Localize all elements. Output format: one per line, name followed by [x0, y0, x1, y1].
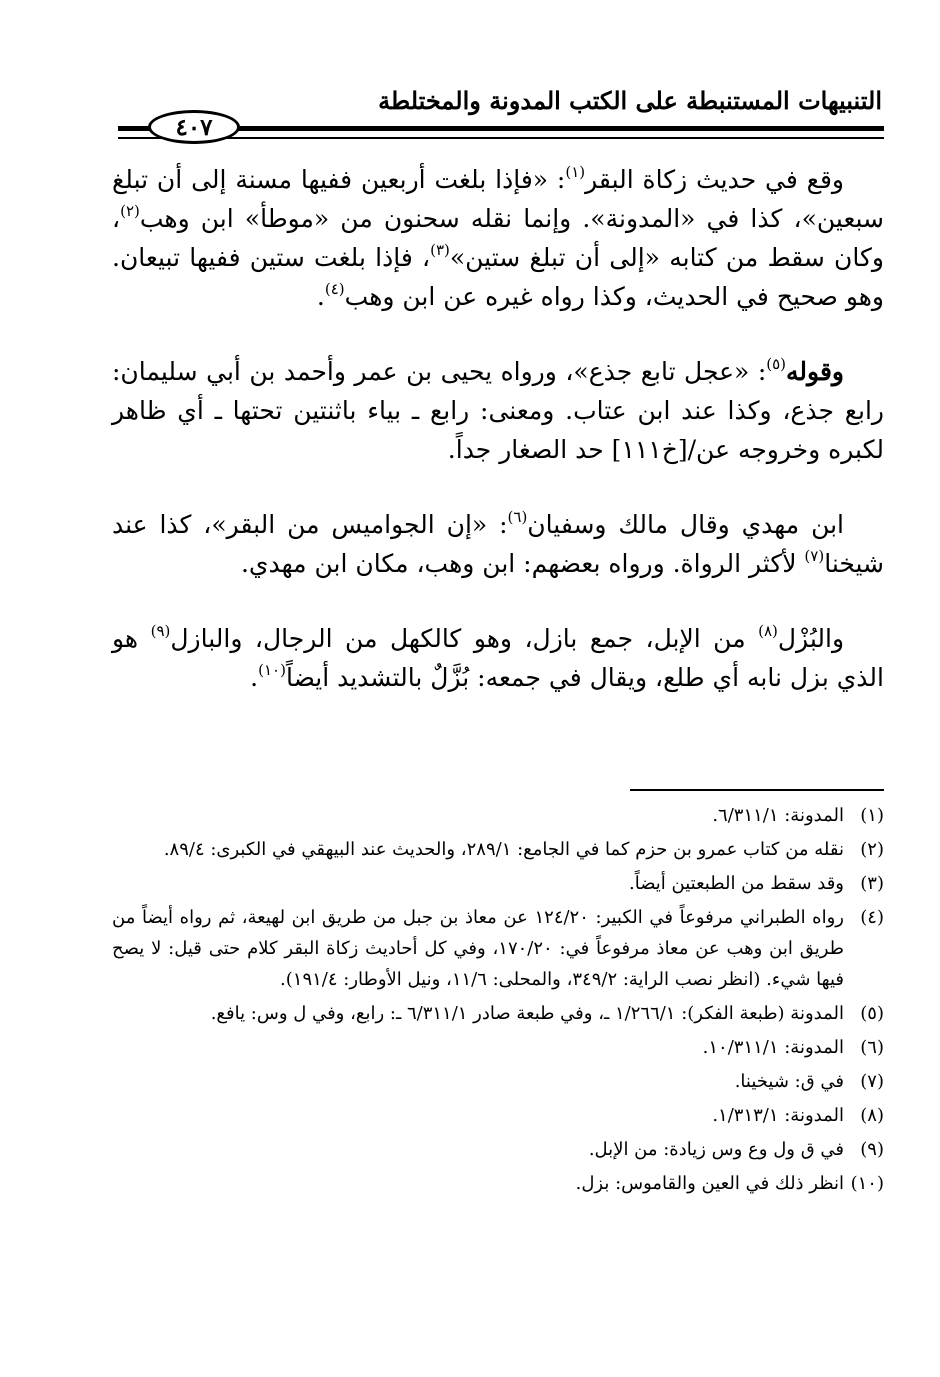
footnote-text: في ق ول وع وس زيادة: من الإبل.	[588, 1139, 844, 1160]
footnote-text: انظر ذلك في العين والقاموس: بزل.	[575, 1173, 844, 1194]
footnotes	[112, 800, 884, 1202]
footnote	[112, 834, 884, 865]
footnote-number: (٧)	[860, 1071, 884, 1092]
footnote	[112, 1168, 884, 1199]
header-title: التنبيهات المستنبطة على الكتب المدونة والمختلطة	[378, 86, 882, 115]
footnote-text: المدونة: ٦/٣١١/١.	[712, 805, 844, 826]
footnote-number: (٩)	[860, 1139, 884, 1160]
text-segment: لأكثر الرواة. ورواه بعضهم: ابن وهب، مكان ابن مهدي.	[240, 549, 805, 578]
text-segment: .	[250, 663, 259, 692]
footnote-number: (٦)	[860, 1037, 884, 1058]
text-segment: : «إن الجواميس من البقر»، كذا عند شيخنا	[112, 510, 884, 578]
footnote-ref: (٦)	[507, 508, 528, 526]
text-segment: .	[316, 282, 325, 311]
footnote-text: رواه الطبراني مرفوعاً في الكبير: ١٢٤/٢٠ عن معاذ بن جبل من طريق ابن لهيعة، ثم رواه أيضاً من طريق ابن وهب عن معاذ مرفوعاً في: ١٧٠/٢٠، وفي كل أحاديث زكاة البقر كلام حتى قيل: لا يصح فيها شيء. (انظر نصب الراية: ٣٤٩/٢، والمحلى: ١١/٦، ونيل الأوطار: ١٩١/٤).	[112, 907, 844, 990]
footnote-text: في ق: شيخينا.	[734, 1071, 844, 1092]
footnote-number: (٢)	[860, 839, 884, 860]
footnote-ref: (٧)	[804, 547, 825, 565]
footnote-number: (٤)	[860, 907, 884, 928]
footnote-text: وقد سقط من الطبعتين أيضاً.	[628, 873, 844, 894]
footnote-text: المدونة: ١/٣١٣/١.	[712, 1105, 844, 1126]
footnote	[112, 800, 884, 831]
footnote-ref: (٢)	[120, 202, 140, 220]
footnote	[112, 1032, 884, 1063]
footnote-number: (٣)	[860, 873, 884, 894]
text-segment: وقع في حديث زكاة البقر	[585, 165, 844, 194]
footnote	[112, 998, 884, 1029]
footnote-ref: (١)	[565, 163, 586, 181]
footnote-number: (٥)	[860, 1003, 884, 1024]
paragraph	[112, 505, 884, 583]
text-segment: : «فإذا بلغت أربعين ففيها مسنة إلى أن تبلغ سبعين»، كذا في «المدونة». وإنما نقله سحنون من «موطأ» ابن وهب	[112, 165, 884, 233]
paragraph	[112, 352, 884, 469]
main-text	[112, 160, 884, 697]
paragraph	[112, 619, 884, 697]
footnote-ref: (٨)	[758, 622, 778, 640]
text-segment: هو الذي بزل نابه أي طلع، ويقال في جمعه: بُزَّلٌ بالتشديد أيضاً	[112, 624, 884, 692]
footnote-ref: (١٠)	[258, 661, 286, 679]
text-segment: من الإبل، جمع بازل، وهو كالكهل من الرجال، والبازل	[170, 624, 759, 653]
footnote-text: نقله من كتاب عمرو بن حزم كما في الجامع: ٢٨٩/١، والحديث عند البيهقي في الكبرى: ٨٩/٤.	[163, 839, 844, 860]
page-number: ٤٠٧	[175, 113, 213, 141]
footnote-text: المدونة: ١٠/٣١١/١.	[702, 1037, 844, 1058]
text-segment: ابن مهدي وقال مالك وسفيان	[527, 510, 845, 539]
header-rule-thin	[118, 137, 884, 139]
page-number-badge	[148, 110, 240, 144]
footnote-number: (١٠)	[850, 1173, 884, 1194]
text-segment: : «عجل تابع جذع»، ورواه يحيى بن عمر وأحمد بن أبي سليمان: رابع جذع، وكذا عند ابن عتاب. ومعنى: رابع ـ بياء باثنتين تحتها ـ أي ظاهر لكبره وخروجه عن/[خ١١١] حد الصغار جداً.	[112, 357, 884, 464]
footnote-text: المدونة (طبعة الفكر): ١/٢٦٦/١ ـ، وفي طبعة صادر ٦/٣١١/١ ـ: رابع، وفي ل وس: يافع.	[210, 1003, 844, 1024]
footnote-ref: (٥)	[766, 355, 787, 373]
footnote-number: (٨)	[860, 1105, 884, 1126]
footnote	[112, 1066, 884, 1097]
footnote	[112, 868, 884, 899]
text-segment: ، فإذا بلغت ستين ففيها تبيعان. وهو صحيح في الحديث، وكذا رواه غيره عن ابن وهب	[112, 243, 884, 311]
footnote-ref: (٤)	[324, 280, 345, 298]
footnote	[112, 1100, 884, 1131]
footnote-ref: (٩)	[150, 622, 171, 640]
paragraph-lead: وقوله	[786, 357, 844, 386]
text-segment: ، وكان سقط من كتابه «إلى أن تبلغ ستين»	[112, 204, 885, 272]
footnote-ref: (٣)	[430, 241, 450, 259]
footnote	[112, 1134, 884, 1165]
paragraph	[112, 160, 884, 316]
footnote-number: (١)	[860, 805, 884, 826]
footnote	[112, 902, 884, 995]
footnote-separator	[630, 789, 884, 791]
text-segment: والبُزْل	[777, 624, 845, 653]
